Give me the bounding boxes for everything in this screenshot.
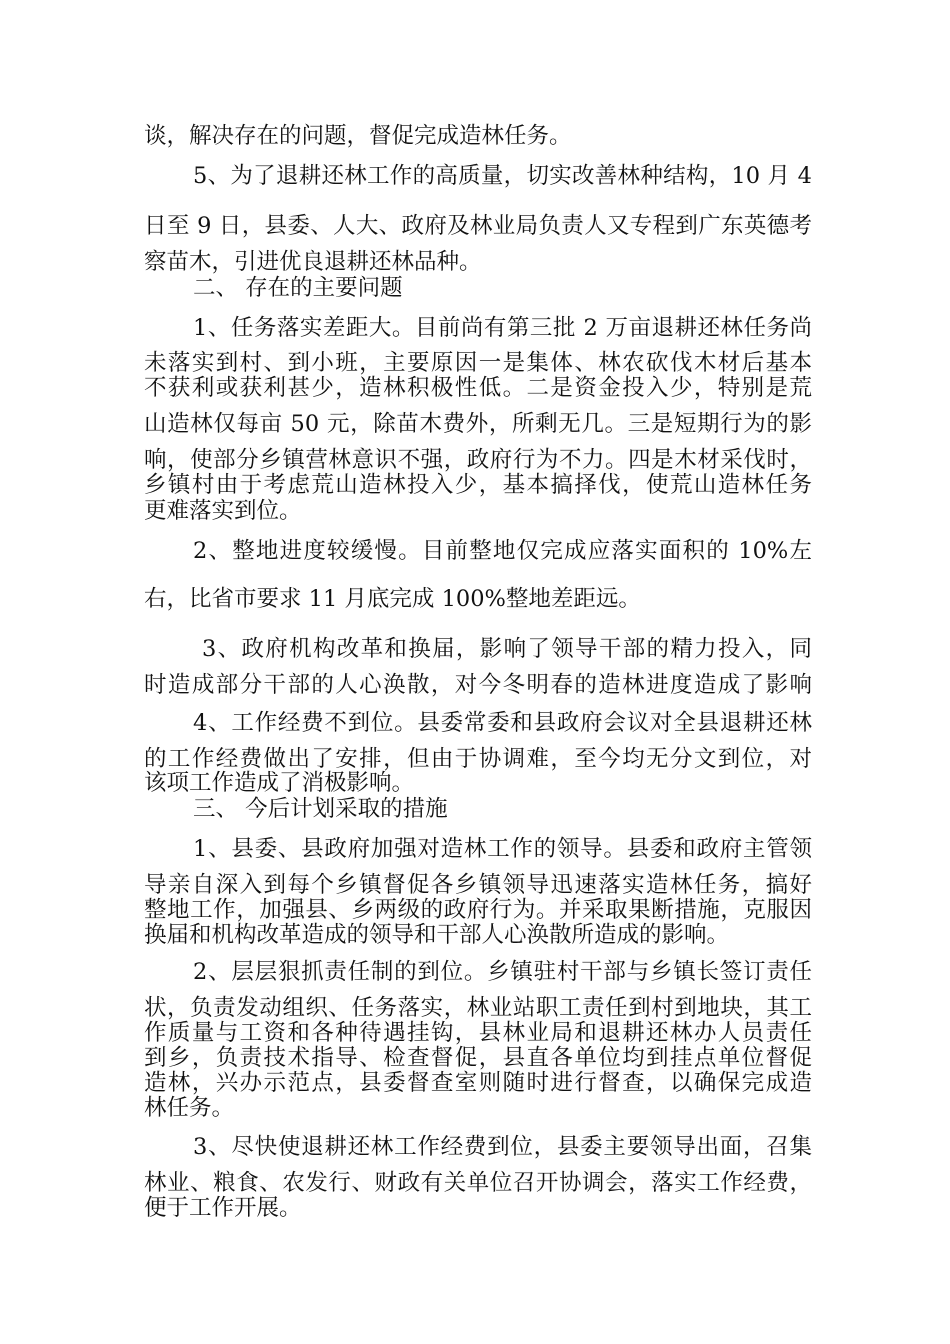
text-line-29: 造林，兴办示范点，县委督查室则随时进行督查，以确保完成造 — [144, 1070, 812, 1096]
text-line-32: 林业、粮食、农发行、财政有关单位召开协调会，落实工作经费， — [144, 1170, 812, 1196]
text-line-3: 日至 9 日，县委、人大、政府及林业局负责人又专程到广东英德考 — [144, 213, 812, 239]
text-line-17: 4、工作经费不到位。县委常委和县政府会议对全县退耕还林 — [193, 710, 812, 736]
text-line-14: 右，比省市要求 11 月底完成 100%整地差距远。 — [144, 586, 641, 612]
text-line-4: 察苗木，引进优良退耕还林品种。 — [144, 249, 482, 275]
text-line-27: 作质量与工资和各种待遇挂钩，县林业局和退耕还林办人员责任 — [144, 1020, 812, 1046]
text-line-24: 换届和机构改革造成的领导和干部人心涣散所造成的影响。 — [144, 922, 730, 948]
text-line-1: 谈，解决存在的问题，督促完成造林任务。 — [144, 123, 572, 149]
text-line-18: 的工作经费做出了安排，但由于协调难，至今均无分文到位，对 — [144, 746, 812, 772]
section-heading-3: 三、 今后计划采取的措施 — [193, 796, 448, 822]
text-line-9: 山造林仅每亩 50 元，除苗木费外，所剩无几。三是短期行为的影 — [144, 411, 812, 437]
text-line-25: 2、层层狠抓责任制的到位。乡镇驻村干部与乡镇长签订责任 — [193, 959, 812, 985]
text-line-13: 2、整地进度较缓慢。目前整地仅完成应落实面积的 10%左 — [193, 538, 812, 564]
text-line-21: 1、县委、县政府加强对造林工作的领导。县委和政府主管领 — [193, 836, 812, 862]
text-line-26: 状，负责发动组织、任务落实，林业站职工责任到村到地块，其工 — [144, 995, 812, 1021]
text-line-28: 到乡，负责技术指导、检查督促，县直各单位均到挂点单位督促 — [144, 1045, 812, 1071]
text-line-12: 更难落实到位。 — [144, 498, 302, 524]
text-line-6: 1、任务落实差距大。目前尚有第三批 2 万亩退耕还林任务尚 — [193, 315, 812, 341]
text-line-23: 整地工作，加强县、乡两级的政府行为。并采取果断措施，克服因 — [144, 897, 812, 923]
text-line-22: 导亲自深入到每个乡镇督促各乡镇领导迅速落实造林任务，搞好 — [144, 872, 812, 898]
text-line-10: 响，使部分乡镇营林意识不强，政府行为不力。四是木材采伐时， — [144, 447, 812, 473]
text-line-30: 林任务。 — [144, 1095, 235, 1121]
text-line-7: 未落实到村、到小班，主要原因一是集体、林农砍伐木材后基本 — [144, 350, 812, 376]
text-line-8: 不获利或获利甚少，造林积极性低。二是资金投入少，特别是荒 — [144, 375, 812, 401]
text-line-31: 3、尽快使退耕还林工作经费到位，县委主要领导出面，召集 — [193, 1134, 812, 1160]
text-line-33: 便于工作开展。 — [144, 1195, 302, 1221]
text-line-16: 时造成部分干部的人心涣散，对今冬明春的造林进度造成了影响 — [144, 672, 812, 698]
section-heading-2: 二、 存在的主要问题 — [193, 275, 403, 301]
text-line-11: 乡镇村由于考虑荒山造林投入少，基本搞择伐，使荒山造林任务 — [144, 472, 812, 498]
text-line-2: 5、为了退耕还林工作的高质量，切实改善林种结构，10 月 4 — [193, 163, 812, 189]
text-line-19: 该项工作造成了消极影响。 — [144, 770, 415, 796]
text-line-15: 3、政府机构改革和换届，影响了领导干部的精力投入，同 — [202, 636, 812, 662]
